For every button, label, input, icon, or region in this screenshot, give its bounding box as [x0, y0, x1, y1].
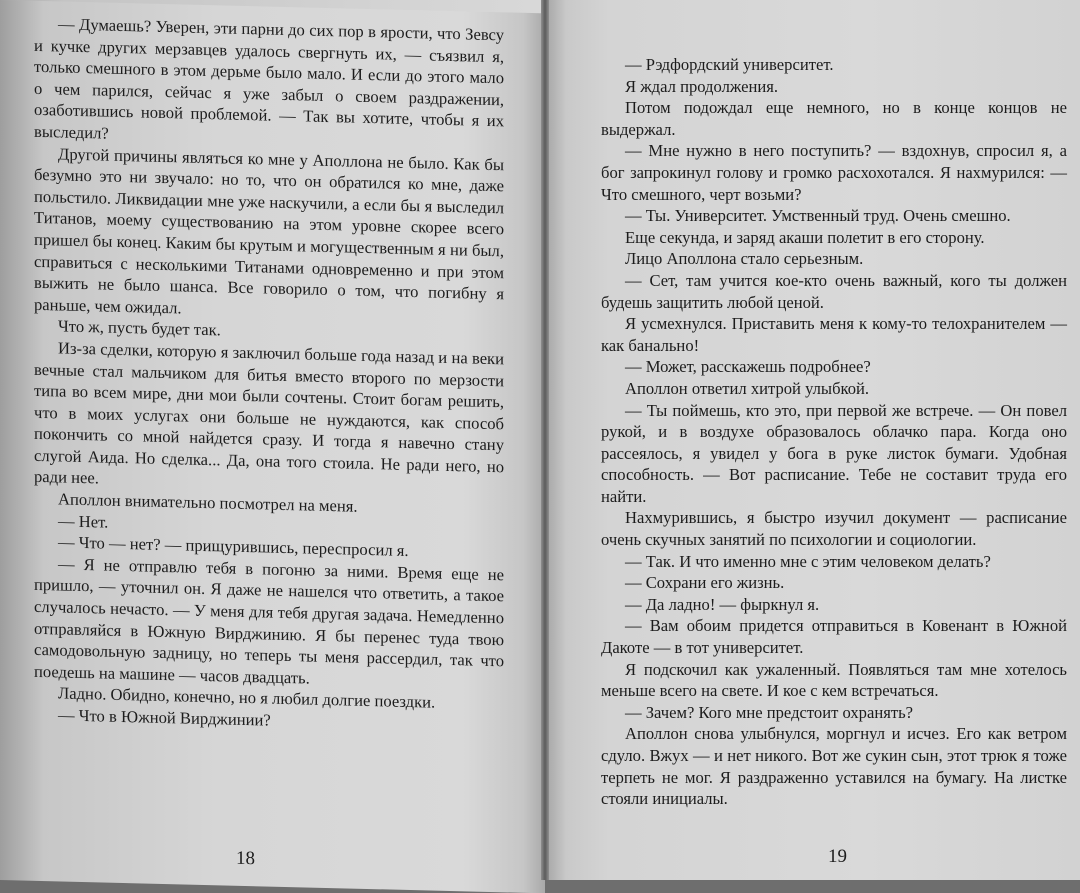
paragraph: Нахмурившись, я быстро изучил документ — расписание очень скучных занятий по психологии и социологии.: [601, 508, 1067, 550]
page-number: 18: [236, 847, 255, 870]
paragraph: — Да ладно! — фыркнул я.: [625, 594, 820, 614]
left-page-text: [34, 13, 504, 737]
page-number: 19: [828, 846, 847, 867]
paragraph: Что ж, пусть будет так.: [58, 316, 221, 340]
paragraph: — Что в Южной Вирджинии?: [58, 705, 271, 730]
paragraph: — Мне нужно в него поступить? — вздохнув, спросил я, а бог запрокинул голову и громко расхохотался. Я нахмурился: — Что смешного, черт возьми?: [601, 141, 1067, 204]
paragraph: Еще секунда, и заряд акаши полетит в его сторону.: [625, 227, 985, 247]
paragraph: Я усмехнулся. Приставить меня к кому-то телохранителем — как банально!: [601, 314, 1067, 355]
paragraph: Аполлон ответил хитрой улыбкой.: [625, 378, 870, 398]
book-gutter: [541, 0, 549, 880]
paragraph: Я ждал продолжения.: [625, 76, 779, 96]
paragraph: — Я не отправлю тебя в погоню за ними. Время еще не пришло, — уточнил он. Я даже не нашелся что ответить, а такое случалось нечасто. — У меня для тебя другая задача. Немедленно отправляйся в Южную Вирджинию. Я бы перенес туда твою самодовольную задницу, но теперь ты меня рассердил, так что поедешь на машине — часов двадцать.: [34, 554, 504, 688]
paragraph: Другой причины являться ко мне у Аполлона не было. Как бы безумно это ни звучало: но то, что он обратился ко мне, даже польстило. Ликвидации мне уже наскучили, а если бы я выследил Титанов, моему существованию на этом уровне скорее всего пришел бы конец. Каким бы крутым и могущественным я ни был, справиться с несколькими Титанами одновременно и при этом выжить не было шанса. Все говорило о том, что погибну я раньше, чем ожидал.: [34, 143, 504, 318]
paragraph: — Нет.: [58, 511, 109, 532]
paragraph: Аполлон снова улыбнулся, моргнул и исчез. Его как ветром сдуло. Вжух — и нет никого. Вот же сукин сын, этот трюк я тоже терпеть не мог. Я раздраженно уставился на бумагу. На листке стояли инициалы.: [601, 724, 1067, 809]
paragraph: — Ты. Университет. Умственный труд. Очень смешно.: [625, 206, 1011, 226]
right-page-text: [601, 54, 1067, 810]
paragraph: Ладно. Обидно, конечно, но я любил долгие поездки.: [58, 683, 436, 713]
paragraph: Из-за сделки, которую я заключил больше года назад и на веки вечные стал мальчиком для битья вместо второго по мерзости типа во всем мире, дни мои были сочтены. Стоит богам решить, что в моих услугах они больше не нуждаются, как способ покончить со мной найдется сразу. И тогда я навечно стану слугой Аида. Но сделка... Да, она того стоила. Не ради него, но ради нее.: [34, 338, 504, 488]
paragraph: — Сет, там учится кое-кто очень важный, кого ты должен будешь защитить любой ценой.: [601, 270, 1067, 312]
paragraph: — Сохрани его жизнь.: [625, 573, 785, 593]
paragraph: — Что — нет? — прищурившись, переспросил я.: [58, 532, 409, 561]
paragraph: — Думаешь? Уверен, эти парни до сих пор в ярости, что Зевсу и кучке других мерзавцев удалось свергнуть их, — съязвил я, только смешного в этом дерьме было мало. И если до этого мало о чем парился, сейчас я уже забыл о своем раздражении, озаботившись новой проблемой. — Так вы хотите, чтобы я их выследил?: [34, 14, 504, 143]
paragraph: — Рэдфордский университет.: [625, 55, 834, 74]
paragraph: — Ты поймешь, кто это, при первой же встрече. — Он повел рукой, и в воздухе образовалось облачко пара. Когда оно рассеялось, я увидел у бога в руке листок бумаги. Удобная способность. — Вот расписание. Тебе не составит труда его найти.: [601, 400, 1067, 506]
paragraph: Потом подождал еще немного, но в конце концов не выдержал.: [601, 98, 1067, 139]
paragraph: Я подскочил как ужаленный. Появляться там мне хотелось меньше всего на свете. И кое с кем встречаться.: [601, 659, 1067, 701]
paragraph: — Может, расскажешь подробнее?: [625, 357, 871, 377]
paragraph: Аполлон внимательно посмотрел на меня.: [58, 489, 358, 516]
right-page: [545, 0, 1080, 880]
paragraph: Лицо Аполлона стало серьезным.: [625, 249, 864, 269]
paragraph: — Вам обоим придется отправиться в Ковенант в Южной Дакоте — в тот университет.: [601, 616, 1067, 658]
paragraph: — Так. И что именно мне с этим человеком делать?: [625, 551, 991, 571]
paragraph: — Зачем? Кого мне предстоит охранять?: [625, 702, 914, 722]
